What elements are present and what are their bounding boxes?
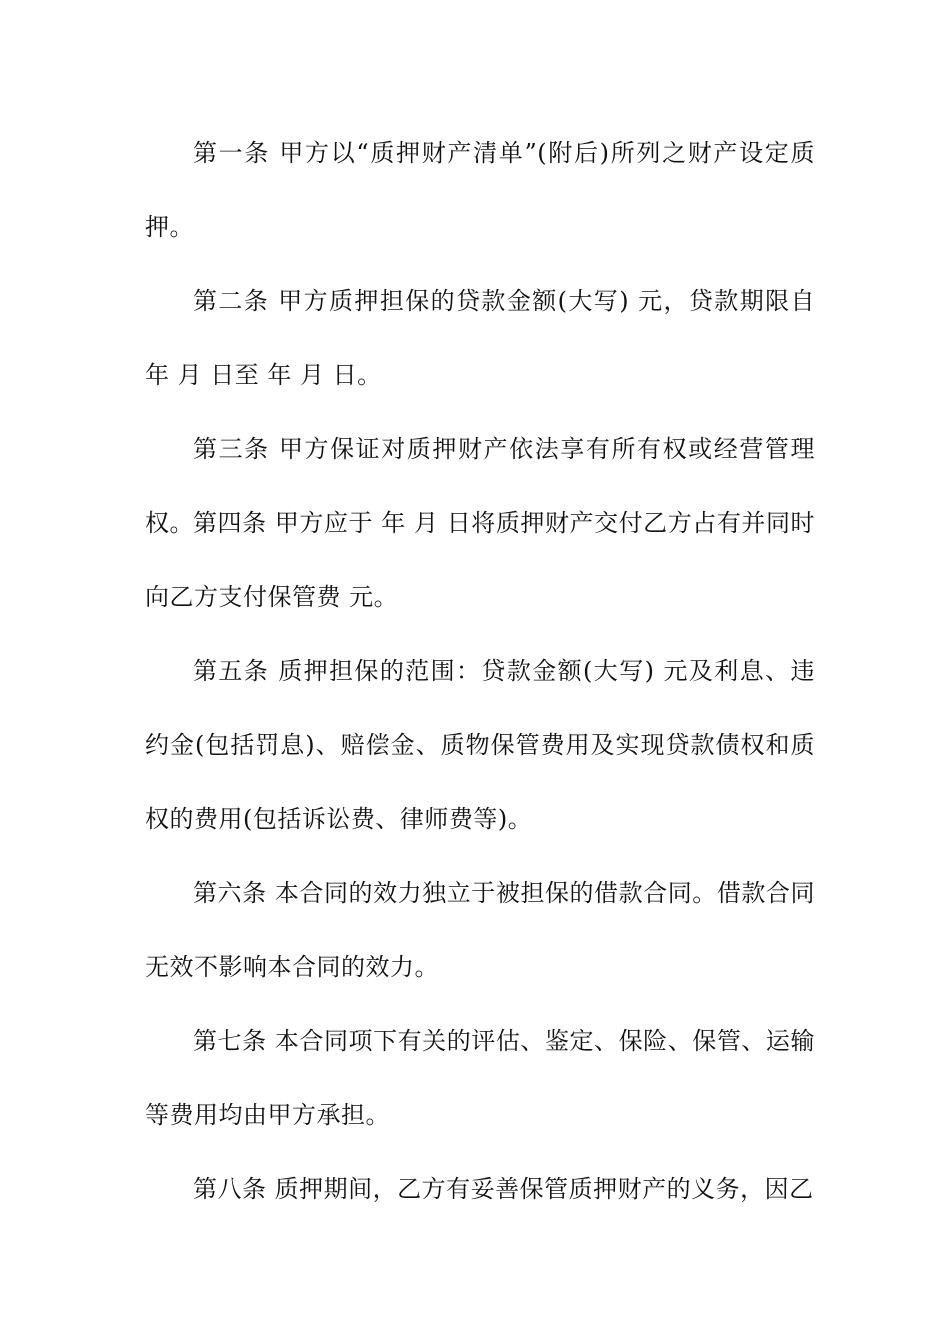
clause-1: 第一条 甲方以“质押财产清单”(附后)所列之财产设定质押。 <box>145 139 815 241</box>
clause-8: 第八条 质押期间，乙方有妥善保管质押财产的义务，因乙 <box>193 1175 814 1203</box>
clause-4: 第四条 甲方应于 年 月 日将质押财产交付乙方占有并同时向乙方支付保管费 元。 <box>145 509 815 611</box>
clause-7: 第七条 本合同项下有关的评估、鉴定、保险、保管、运输等费用均由甲方承担。 <box>145 1027 815 1129</box>
clause-3: 第三条 甲方保证对质押财产依法享有所有权或经营管理权。 <box>145 435 815 537</box>
clause-6: 第六条 本合同的效力独立于被担保的借款合同。借款合同无效不影响本合同的效力。 <box>145 879 815 981</box>
clause-2: 第二条 甲方质押担保的贷款金额(大写) 元，贷款期限自 年 月 日至 年 月 日。 <box>145 287 815 389</box>
clause-5: 第五条 质押担保的范围：贷款金额(大写) 元及利息、违约金(包括罚息)、赔偿金、质物保管费用及实现贷款债权和质权的费用(包括诉讼费、律师费等)。 <box>145 657 815 833</box>
